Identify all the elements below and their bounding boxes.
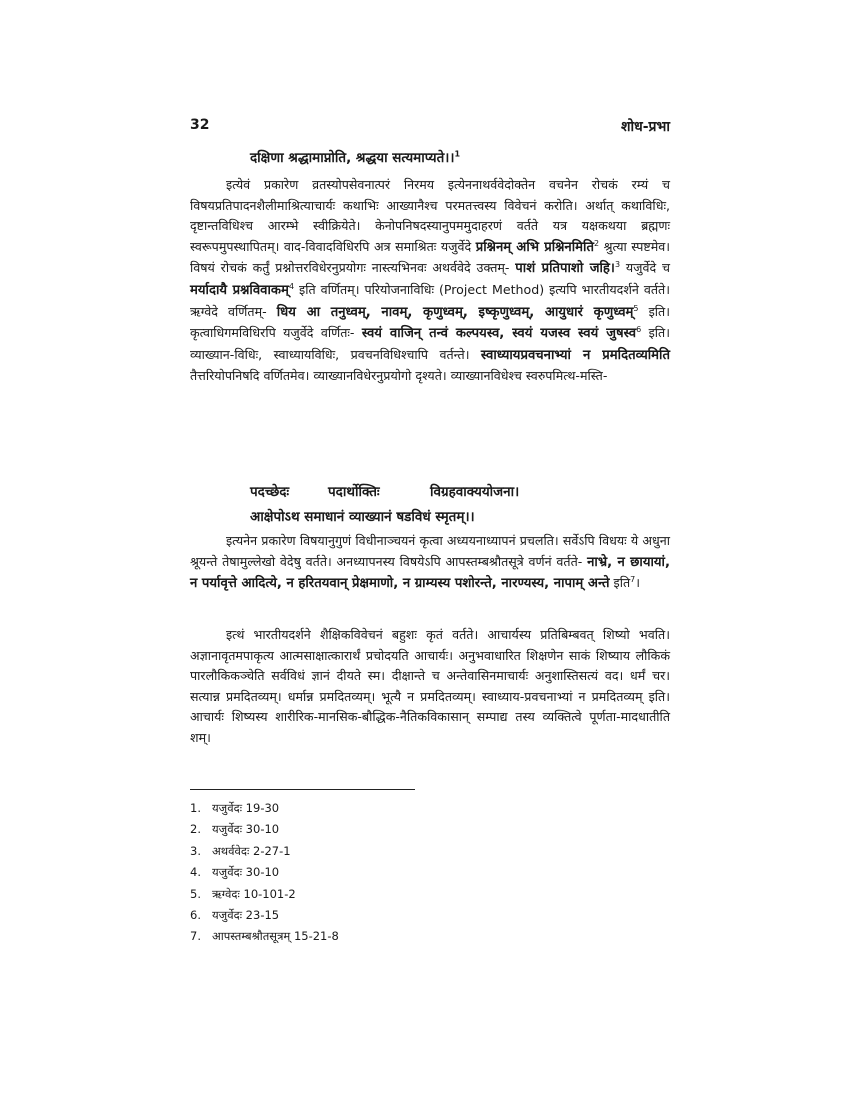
text-run: तैत्तरियोपनिषदि वर्णितमेव। व्याख्यानविधेरनुप्रयोगो दृश्यते। व्याख्यानविधेश्च स्वरुपमित्थ-मस्ति- xyxy=(190,368,608,384)
text-run: इति। कृत्वाधिगमविधिरपि यजुर्वेदे वर्णितः- xyxy=(190,303,670,341)
journal-title: शोध-प्रभा xyxy=(620,119,670,135)
footnote-number: 3. xyxy=(190,843,201,858)
footnote-ref: 7 xyxy=(630,575,636,584)
footnote-item xyxy=(190,798,590,819)
bold-citation: पाशं प्रतिपाशो जहि। xyxy=(515,261,615,277)
verse-term: पदार्थोक्तिः xyxy=(328,484,380,500)
bold-citation: धिय आ तनुध्वम्, नावम्, कृणुध्वम्, इष्कृणुध्वम्, आयुधारं कृणुध्वम् xyxy=(276,304,634,320)
bold-citation: स्वाध्यायप्रवचनाभ्यां न प्रमदितव्यमिति xyxy=(480,347,670,363)
footnote-item xyxy=(190,819,590,840)
footnote-ref: 6 xyxy=(636,324,642,334)
paragraph-2 xyxy=(190,531,670,595)
footnote-number: 6. xyxy=(190,907,201,922)
footnote-number: 5. xyxy=(190,886,201,901)
footnote-ref: 2 xyxy=(594,238,600,248)
bold-citation: नाभ्रे, न छायायां, न पर्यावृत्ते आदित्ये, न हरितयवान् प्रेक्षमाणो, न ग्राम्यस्य पशोरन्ते, नारण्यस्य, नापाम् अन्ते xyxy=(190,554,670,592)
bold-citation: स्वयं वाजिन् तन्वं कल्पयस्व, स्वयं यजस्व स्वयं जुषस्व xyxy=(361,326,637,342)
footnote-item xyxy=(190,905,590,926)
footnote-text: यजुर्वेदः 23-15 xyxy=(212,907,280,922)
footnote-text: आपस्तम्बश्रौतसूत्रम् 15-21-8 xyxy=(212,929,339,944)
paragraph-1 xyxy=(190,175,670,387)
text-run: । xyxy=(635,575,641,591)
verse-line-1 xyxy=(250,482,520,500)
text-run: इत्यनेन प्रकारेण विषयानुगुणं विधीनाञ्चयनं कृत्वा अध्ययनाध्यापनं प्रचलति। सर्वेऽपि विधयः ये अधुना श्रूयन्ते तेषामुल्लेखो वेदेषु वर्तते। अनध्यापनस्य विषयेऽपि आपस्तम्बश्रौतसूत्रे वर्णनं वर्तते- xyxy=(190,533,670,569)
quote-text: दक्षिणा श्रद्धामाप्नोति, श्रद्धया सत्यमाप्यते।। xyxy=(250,150,455,166)
footnote-text: यजुर्वेदः 30-10 xyxy=(212,865,280,880)
text-run: इत्येवं प्रकारेण व्रतस्योपसेवनात्परं निरमय इत्येननाथर्ववेदोक्तेन वचनेन रोचकं रम्यं च विषयप्रतिपादनशैलीमाश्रित्याचार्यः कथाभिः आख्यानैश्च परमतत्त्वस्य विवेचनं करोति। अर्थात् कथाविधिः, दृष्टान्तविधिश्च आरम्भे स्वीक्रियेते। केनोपनिषदस्यानुपममुदाहरणं वर्तते यत्र यक्षकथया ब्रह्मणः स्वरूपमुपस्थापितम्। वाद-विवादविधिरपि अत्र समाश्रितः यजुर्वेदे xyxy=(190,177,670,254)
footnote-number: 2. xyxy=(190,822,201,837)
page-number: 32 xyxy=(190,117,210,133)
footnote-number: 7. xyxy=(190,929,201,944)
footnote-number: 1. xyxy=(190,801,201,815)
footnote-ref: 3 xyxy=(614,260,621,270)
page-header xyxy=(190,117,670,137)
verse-term: विग्रहवाक्ययोजना। xyxy=(430,484,520,500)
footnote-item xyxy=(190,862,590,883)
footnotes-list xyxy=(190,798,590,948)
text-run: इति। व्याख्यान-विधिः, स्वाध्यायविधिः, प्रवचनविधिश्चापि वर्तन्ते। xyxy=(190,325,670,362)
text-run: श्रुत्या स्पष्टमेव। विषयं रोचकं कर्तुं प्रश्नोत्तरविधेरनुप्रयोगः नास्त्यभिनवः अथर्ववेदे उक्तम्- xyxy=(190,238,671,276)
text-run: यजुर्वेदे च xyxy=(620,260,671,276)
footnote-number: 4. xyxy=(190,865,201,880)
footnote-text: ऋग्वेदः 10-101-2 xyxy=(212,886,296,901)
bold-citation: मर्यादायै प्रश्नविवाकम् xyxy=(190,282,289,298)
footnote-item xyxy=(190,926,590,947)
footnote-text: यजुर्वेदः 30-10 xyxy=(212,822,280,837)
footnote-text: अथर्ववेदः 2-27-1 xyxy=(212,843,291,858)
bold-citation: प्रश्निनम् अभि प्रश्निनमिति xyxy=(475,239,594,255)
verse-line-2: आक्षेपोऽथ समाधानं व्याख्यानं षडविधं स्मृतम्।। xyxy=(250,509,475,525)
footnote-item xyxy=(190,841,590,862)
verse-term: पदच्छेदः xyxy=(250,484,290,500)
footnote-ref: 1 xyxy=(454,149,461,159)
paragraph-3: इत्थं भारतीयदर्शने शैक्षिकविवेचनं बहुशः कृतं वर्तते। आचार्यस्य प्रतिबिम्बवत् शिष्यो भवति। अज्ञानावृतमपाकृत्य आत्मसाक्षात्कारार्थं प्रचोदयति आचार्यः। अनुभवाधारित शिक्षणेन साकं शिष्याय लौकिकं पारलौकिकञ्चेति सर्वविधं ज्ञानं दीयते स्म। दीक्षान्ते च अन्तेवासिनमाचार्यः अनुशास्तिसत्यं वद। धर्मं चर। सत्यान्न प्रमदितव्यम्। धर्मान्न प्रमदितव्यम्। भूत्यै न प्रमदितव्यम्। स्वाध्याय-प्रवचनाभ्यां न प्रमदितव्यम् इति। आचार्यः शिष्यस्य शारीरिक-मानसिक-बौद्धिक-नैतिकविकासान् सम्पाद्य तस्य व्यक्तित्वे पूर्णता-मादधातीति शम्। xyxy=(190,627,670,745)
text-run: इति xyxy=(609,575,631,591)
opening-quote xyxy=(250,148,460,166)
text-run: इति वर्णितम्। परियोजनाविधिः (Project Method) इत्यपि भारतीयदर्शने वर्तते। ऋग्वेदे वर्णितम्- xyxy=(190,281,670,319)
footnote-text: यजुर्वेदः 19-30 xyxy=(212,801,280,815)
footnote-ref: 4 xyxy=(288,281,295,291)
footnote-divider xyxy=(190,789,415,790)
footnote-item xyxy=(190,884,590,905)
footnote-ref: 5 xyxy=(633,303,639,313)
